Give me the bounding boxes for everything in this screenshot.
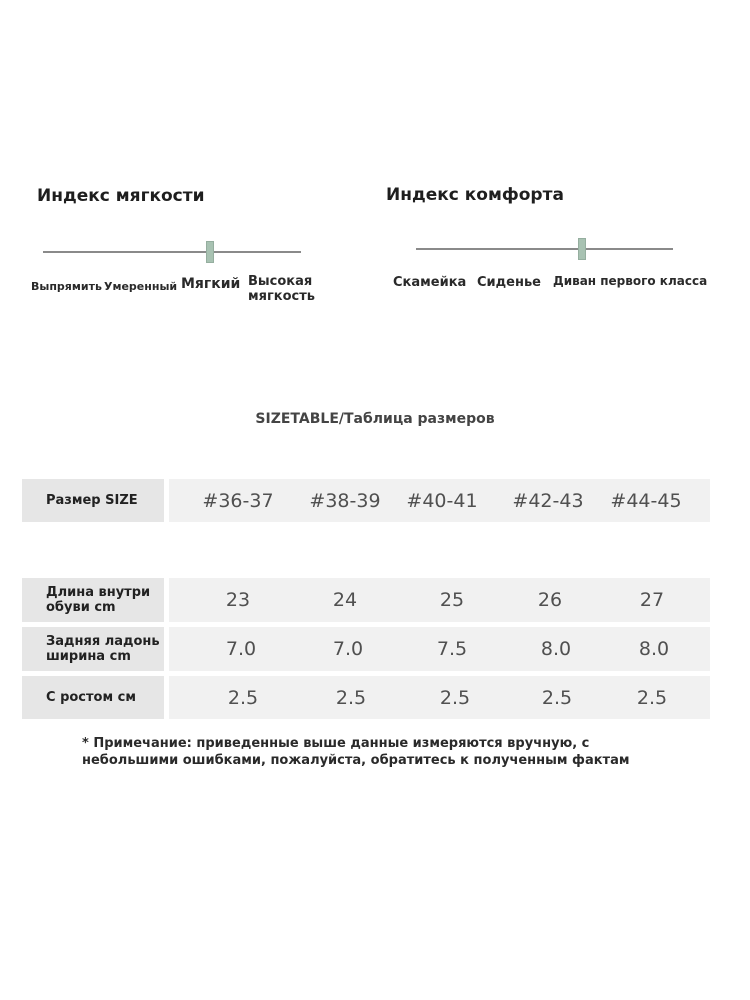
comfort-label-seat: Сиденье [477, 275, 541, 290]
softness-label-straighten: Выпрямить [31, 280, 102, 293]
table-cell: 7.5 [436, 638, 468, 660]
softness-scale-line [43, 251, 301, 253]
table-cell: 8.0 [638, 638, 670, 660]
row-label-inner-length: Длина внутри обуви cm [22, 578, 164, 622]
table-cell: 8.0 [540, 638, 572, 660]
comfort-marker [578, 238, 586, 260]
table-row [169, 627, 710, 671]
size-table-title: SIZETABLE/Таблица размеров [255, 411, 495, 427]
softness-marker [206, 241, 214, 263]
table-cell: 2.5 [335, 686, 367, 709]
table-cell: 2.5 [439, 686, 471, 709]
size-header-row [169, 479, 710, 522]
softness-index-title: Индекс мягкости [37, 186, 205, 206]
comfort-label-sofa: Диван первого класса [553, 274, 708, 288]
table-cell: 2.5 [636, 686, 668, 709]
softness-label-soft: Мягкий [181, 276, 241, 292]
table-cell: 25 [439, 589, 465, 611]
size-header-label: Размер SIZE [22, 479, 164, 522]
measurement-note: * Примечание: приведенные выше данные измеряются вручную, с небольшими ошибками, пожалуйста, обратитесь к полученным фактам [82, 736, 630, 768]
comfort-label-bench: Скамейка [393, 275, 467, 290]
table-cell: 24 [332, 589, 358, 611]
comfort-scale-line [416, 248, 673, 250]
table-cell: 7.0 [225, 638, 257, 660]
size-cell: #42-43 [512, 489, 584, 512]
table-cell: 26 [537, 589, 563, 611]
table-cell: 2.5 [227, 686, 259, 709]
softness-label-moderate: Умеренный [104, 280, 178, 293]
size-cell: #40-41 [406, 489, 478, 512]
row-label-heel-width: Задняя ладонь ширина cm [22, 627, 164, 671]
softness-label-high: Высокая мягкость [248, 274, 315, 304]
table-cell: 27 [639, 589, 665, 611]
size-cell: #44-45 [610, 489, 682, 512]
size-cell: #38-39 [309, 489, 381, 512]
table-row [169, 676, 710, 719]
table-cell: 7.0 [332, 638, 364, 660]
table-row [169, 578, 710, 622]
size-cell: #36-37 [202, 489, 274, 512]
table-cell: 2.5 [541, 686, 573, 709]
table-cell: 23 [225, 589, 251, 611]
comfort-index-title: Индекс комфорта [386, 185, 564, 205]
row-label-with-height: С ростом см [22, 676, 164, 719]
